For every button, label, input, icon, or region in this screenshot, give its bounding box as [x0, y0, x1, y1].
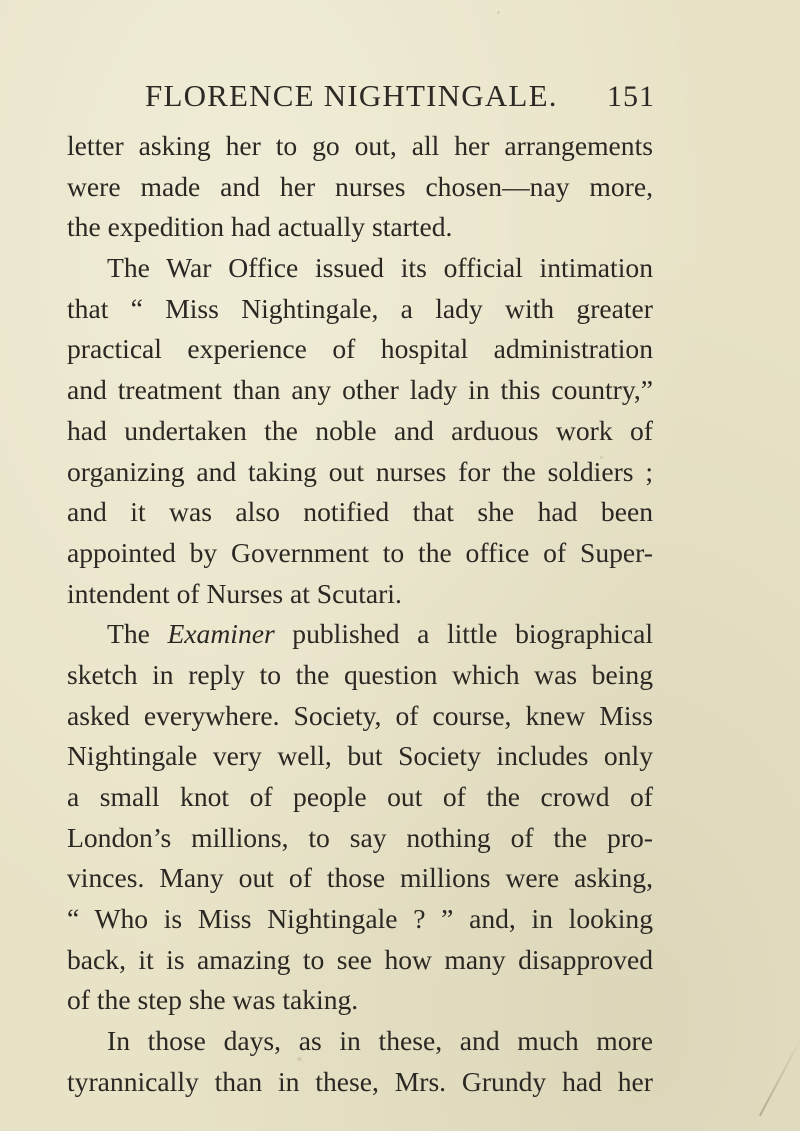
running-head — [145, 78, 655, 122]
text-line: practical experience of hospital administration — [67, 333, 653, 365]
line-segment: The — [107, 618, 168, 650]
publication-title: Examiner — [167, 618, 275, 650]
paper-smudge — [297, 1057, 302, 1061]
text-line: organizing and taking out nurses for the soldiers ; — [67, 455, 653, 487]
text-line: were made and her nurses chosen—nay more, — [67, 170, 653, 202]
text-line: and it was also notified that she had been — [67, 496, 653, 528]
paragraph-first-line — [67, 614, 653, 655]
page-crease — [759, 1036, 800, 1116]
text-line: London’s millions, to say nothing of the pro- — [67, 821, 653, 853]
text-line: back, it is amazing to see how many disapproved — [67, 943, 653, 975]
text-line: vinces. Many out of those millions were asking, — [67, 862, 653, 894]
text-line: the expedition had actually started. — [67, 211, 453, 243]
running-title: FLORENCE NIGHTINGALE. — [145, 78, 558, 113]
text-line: that “ Miss Nightingale, a lady with greater — [67, 292, 653, 324]
paper-smudge — [497, 11, 500, 14]
text-line: sketch in reply to the question which was being — [67, 658, 653, 690]
text-line: Nightingale very well, but Society includes only — [67, 740, 653, 772]
text-line: intendent of Nurses at Scutari. — [67, 577, 402, 609]
text-line: asked everywhere. Society, of course, knew Miss — [67, 699, 653, 731]
body-text — [67, 126, 653, 1103]
paragraph-first-line: The War Office issued its official intimation — [107, 252, 653, 284]
text-line: tyrannically than in these, Mrs. Grundy had her — [67, 1065, 653, 1097]
text-line: appointed by Government to the office of Super- — [67, 536, 653, 568]
line-segment: published a little biographical — [274, 618, 653, 650]
text-line: had undertaken the noble and arduous work of — [67, 414, 653, 446]
paper-smudge — [600, 456, 603, 459]
page-number: 151 — [607, 80, 655, 113]
text-line: and treatment than any other lady in this country,” — [67, 374, 653, 406]
text-line: letter asking her to go out, all her arrangements — [67, 130, 653, 161]
text-line: a small knot of people out of the crowd of — [67, 781, 653, 812]
paragraph-first-line: In those days, as in these, and much more — [107, 1025, 653, 1057]
text-line: of the step she was taking. — [67, 984, 359, 1016]
text-line: “ Who is Miss Nightingale ? ” and, in looking — [67, 903, 653, 935]
